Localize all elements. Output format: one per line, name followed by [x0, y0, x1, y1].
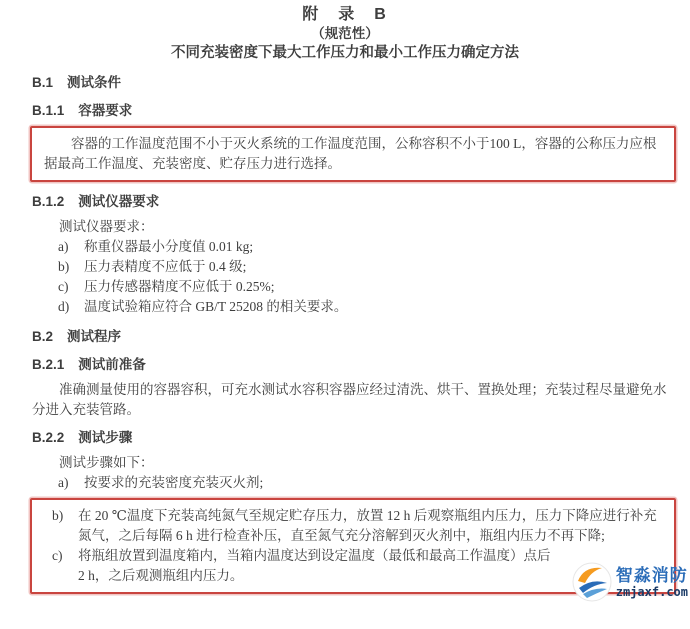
list-text-line: 2 h，之后观测瓶组内压力。 — [78, 568, 244, 583]
list-item — [44, 546, 662, 586]
watermark-site-url: zmjaxf.com — [615, 584, 688, 599]
watermark-logo — [572, 562, 688, 602]
section-title: 测试仪器要求 — [78, 194, 160, 209]
list-item — [32, 297, 670, 317]
section-heading-b12 — [32, 192, 676, 212]
appendix-header — [0, 0, 690, 63]
instrument-requirements-intro: 测试仪器要求： — [59, 219, 154, 234]
appendix-heading: 不同充装密度下最大工作压力和最小工作压力确定方法 — [171, 45, 519, 61]
list-marker: b) — [58, 259, 70, 274]
container-requirements-text: 容器的工作温度范围不小于灭火系统的工作温度范围，公称容积不小于100 L，容器的公称压力应根据最高工作温度、充装密度、贮存压力进行选择。 — [44, 136, 657, 171]
appendix-title: 附 录 B — [302, 6, 388, 23]
section-title: 测试条件 — [67, 75, 122, 90]
list-marker: b) — [52, 508, 64, 523]
pre-test-preparation-text: 准确测量使用的容器容积，可充水测试水容积容器应经过清洗、烘干、置换处理；充装过程尽量避免水分进入充装管路。 — [32, 382, 667, 417]
section-heading-b21 — [32, 355, 676, 375]
list-text: 在 20 ℃温度下充装高纯氮气至规定贮存压力，放置 12 h 后观察瓶组内压力，压力下降应进行补充氮气，之后每隔 6 h 进行检查补压，直至氮气充分溶解到灭火剂中，瓶组内压力不再下降; — [78, 508, 657, 543]
section-title: 测试程序 — [67, 329, 122, 344]
watermark-text-block — [616, 567, 688, 598]
list-item — [44, 506, 662, 546]
list-text: 温度试验箱应符合 GB/T 25208 的相关要求。 — [84, 299, 348, 314]
section-number: B.2.2 — [32, 430, 65, 445]
list-marker: c) — [58, 279, 69, 294]
list-item — [32, 237, 670, 257]
test-steps-intro: 测试步骤如下： — [59, 455, 154, 470]
highlight-box-container-requirements — [30, 126, 676, 182]
list-text: 压力传感器精度不应低于 0.25%; — [84, 279, 275, 294]
section-heading-b1 — [32, 73, 676, 93]
section-heading-b2 — [32, 327, 676, 347]
section-title: 容器要求 — [78, 103, 133, 118]
list-item — [32, 473, 670, 493]
test-steps-list — [32, 473, 670, 493]
section-title: 测试前准备 — [78, 357, 146, 372]
list-item — [32, 277, 670, 297]
section-number: B.2 — [32, 329, 54, 344]
section-title: 测试步骤 — [78, 430, 133, 445]
watermark-brand-name: 智淼消防 — [615, 565, 688, 585]
zhimiao-fire-logo-icon — [572, 562, 612, 602]
appendix-subtitle: （规范性） — [311, 26, 379, 41]
section-number: B.1.1 — [32, 103, 65, 118]
list-marker: a) — [58, 475, 69, 490]
section-heading-b22 — [32, 428, 676, 448]
section-number: B.2.1 — [32, 357, 65, 372]
list-marker: c) — [52, 548, 63, 563]
list-text: 压力表精度不应低于 0.4 级; — [84, 259, 247, 274]
list-marker: a) — [58, 239, 69, 254]
list-text: 称重仪器最小分度值 0.01 kg; — [84, 239, 254, 254]
section-heading-b11 — [32, 101, 676, 121]
list-text-line: 将瓶组放置到温度箱内，当箱内温度达到设定温度（最低和最高工作温度）点后 — [78, 548, 551, 563]
list-text: 按要求的充装密度充装灭火剂; — [84, 475, 264, 490]
section-number: B.1.2 — [32, 194, 65, 209]
list-marker: d) — [58, 299, 70, 314]
instrument-requirements-list — [32, 237, 670, 317]
list-item — [32, 257, 670, 277]
section-number: B.1 — [32, 75, 54, 90]
